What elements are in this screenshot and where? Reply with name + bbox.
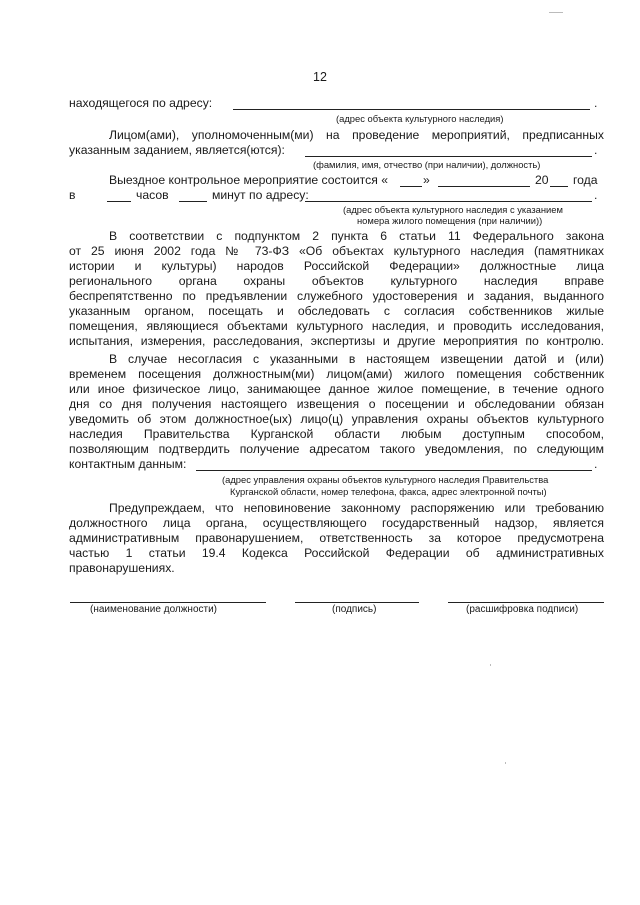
persons-caption: (фамилия, имя, отчество (при наличии), должность) — [313, 159, 541, 170]
decode-caption: (расшифровка подписи) — [466, 604, 579, 615]
visit-year-prefix: 20 — [535, 173, 549, 187]
visit-minutes-label: минут по адресу: — [212, 188, 309, 202]
position-underline[interactable] — [70, 602, 266, 603]
paragraph3-line: административным правонарушением, ответственность за которое предусмотрена — [69, 531, 604, 545]
scan-speck — [490, 664, 491, 666]
visit-line1-start: Выездное контрольное мероприятие состоится « — [109, 173, 388, 187]
visit-hours-underline[interactable] — [107, 201, 131, 202]
paragraph2-line: дня со дня получения настоящего извещения о посещении и обследовании обязан — [69, 397, 604, 411]
visit-minutes-underline[interactable] — [179, 201, 207, 202]
paragraph1-line: беспрепятственно по предъявлении служебного удостоверения и задания, выданного — [69, 289, 604, 303]
signature-underline[interactable] — [295, 602, 419, 603]
scan-speck — [549, 12, 563, 13]
paragraph1-line: В соответствии с подпунктом 2 пункта 6 статьи 11 Федерального закона — [109, 229, 604, 243]
visit-caption1: (адрес объекта культурного наследия с указанием — [343, 204, 563, 215]
persons-line1: Лицом(ами), уполномоченным(ми) на проведение мероприятий, предписанных — [109, 128, 604, 142]
signature-caption: (подпись) — [332, 604, 377, 615]
position-caption: (наименование должности) — [90, 604, 218, 615]
persons-underline[interactable] — [305, 156, 592, 157]
scan-speck — [505, 762, 506, 764]
page-number: 12 — [313, 70, 327, 84]
address-end: . — [594, 96, 598, 110]
contacts-underline[interactable] — [196, 470, 592, 471]
visit-end: . — [594, 188, 598, 202]
visit-v: в — [69, 188, 76, 202]
visit-day-underline[interactable] — [400, 186, 422, 187]
paragraph3-line: Предупреждаем, что неповиновение законному распоряжению или требованию — [109, 501, 604, 515]
visit-quote-close: » — [423, 173, 430, 187]
contacts-caption2: Курганской области, номер телефона, факса, адрес электронной почты) — [230, 486, 547, 497]
visit-month-underline[interactable] — [438, 186, 530, 187]
address-caption: (адрес объекта культурного наследия) — [336, 113, 504, 124]
paragraph1-line: указанным органом, посещать и обследовать с согласия собственников жилые — [69, 304, 604, 318]
paragraph3-line: должностного лица органа, осуществляющего государственный надзор, является — [69, 516, 604, 530]
address-underline[interactable] — [233, 109, 590, 110]
paragraph1-line: регионального органа охраны объектов культурного наследия вправе — [69, 274, 604, 288]
visit-caption2: номера жилого помещения (при наличии)) — [357, 215, 543, 226]
visit-year-underline[interactable] — [550, 186, 568, 187]
paragraph2-line: или иное физическое лицо, занимающее данное жилое помещение, в течение одного — [69, 382, 604, 396]
contacts-caption1: (адрес управления охраны объектов культурного наследия Правительства — [222, 474, 549, 485]
visit-year-suffix: года — [573, 173, 598, 187]
paragraph2-line: позволяющим подтвердить получение адресатом такого уведомления, по следующим — [69, 442, 604, 456]
paragraph1-line: истории и культуры) народов Российской Федерации» должностные лица — [69, 259, 604, 273]
paragraph1-line: испытания, измерения, расследования, экспертизы и другие мероприятия по контролю. — [69, 334, 604, 348]
paragraph2-line: уведомить об этом должностное(ых) лицо(ц) управления охраны объектов культурного — [69, 412, 604, 426]
decode-underline[interactable] — [448, 602, 604, 603]
address-label: находящегося по адресу: — [69, 96, 213, 110]
visit-hours: часов — [136, 188, 169, 202]
paragraph2-line: наследия Правительства Курганской области любым доступным способом, — [69, 427, 604, 441]
persons-end: . — [594, 143, 598, 157]
contacts-end: . — [594, 457, 598, 471]
paragraph2-line: временем посещения должностным(ми) лицом(ами) жилого помещения собственник — [69, 367, 604, 381]
paragraph2-line: В случае несогласия с указанными в настоящем извещении датой и (или) — [109, 352, 604, 366]
paragraph3-line: частью 1 статьи 19.4 Кодекса Российской Федерации об административных — [69, 546, 604, 560]
paragraph3-line: правонарушениях. — [69, 561, 175, 575]
paragraph1-line: от 25 июня 2002 года № 73-ФЗ «Об объектах культурного наследия (памятниках — [69, 244, 604, 258]
visit-address-underline[interactable] — [305, 201, 592, 202]
contacts-label: контактным данным: — [69, 457, 187, 471]
persons-label: указанным заданием, является(ются): — [69, 143, 285, 157]
paragraph1-line: помещения, являющиеся объектами культурного наследия, и проводить исследования, — [69, 319, 604, 333]
